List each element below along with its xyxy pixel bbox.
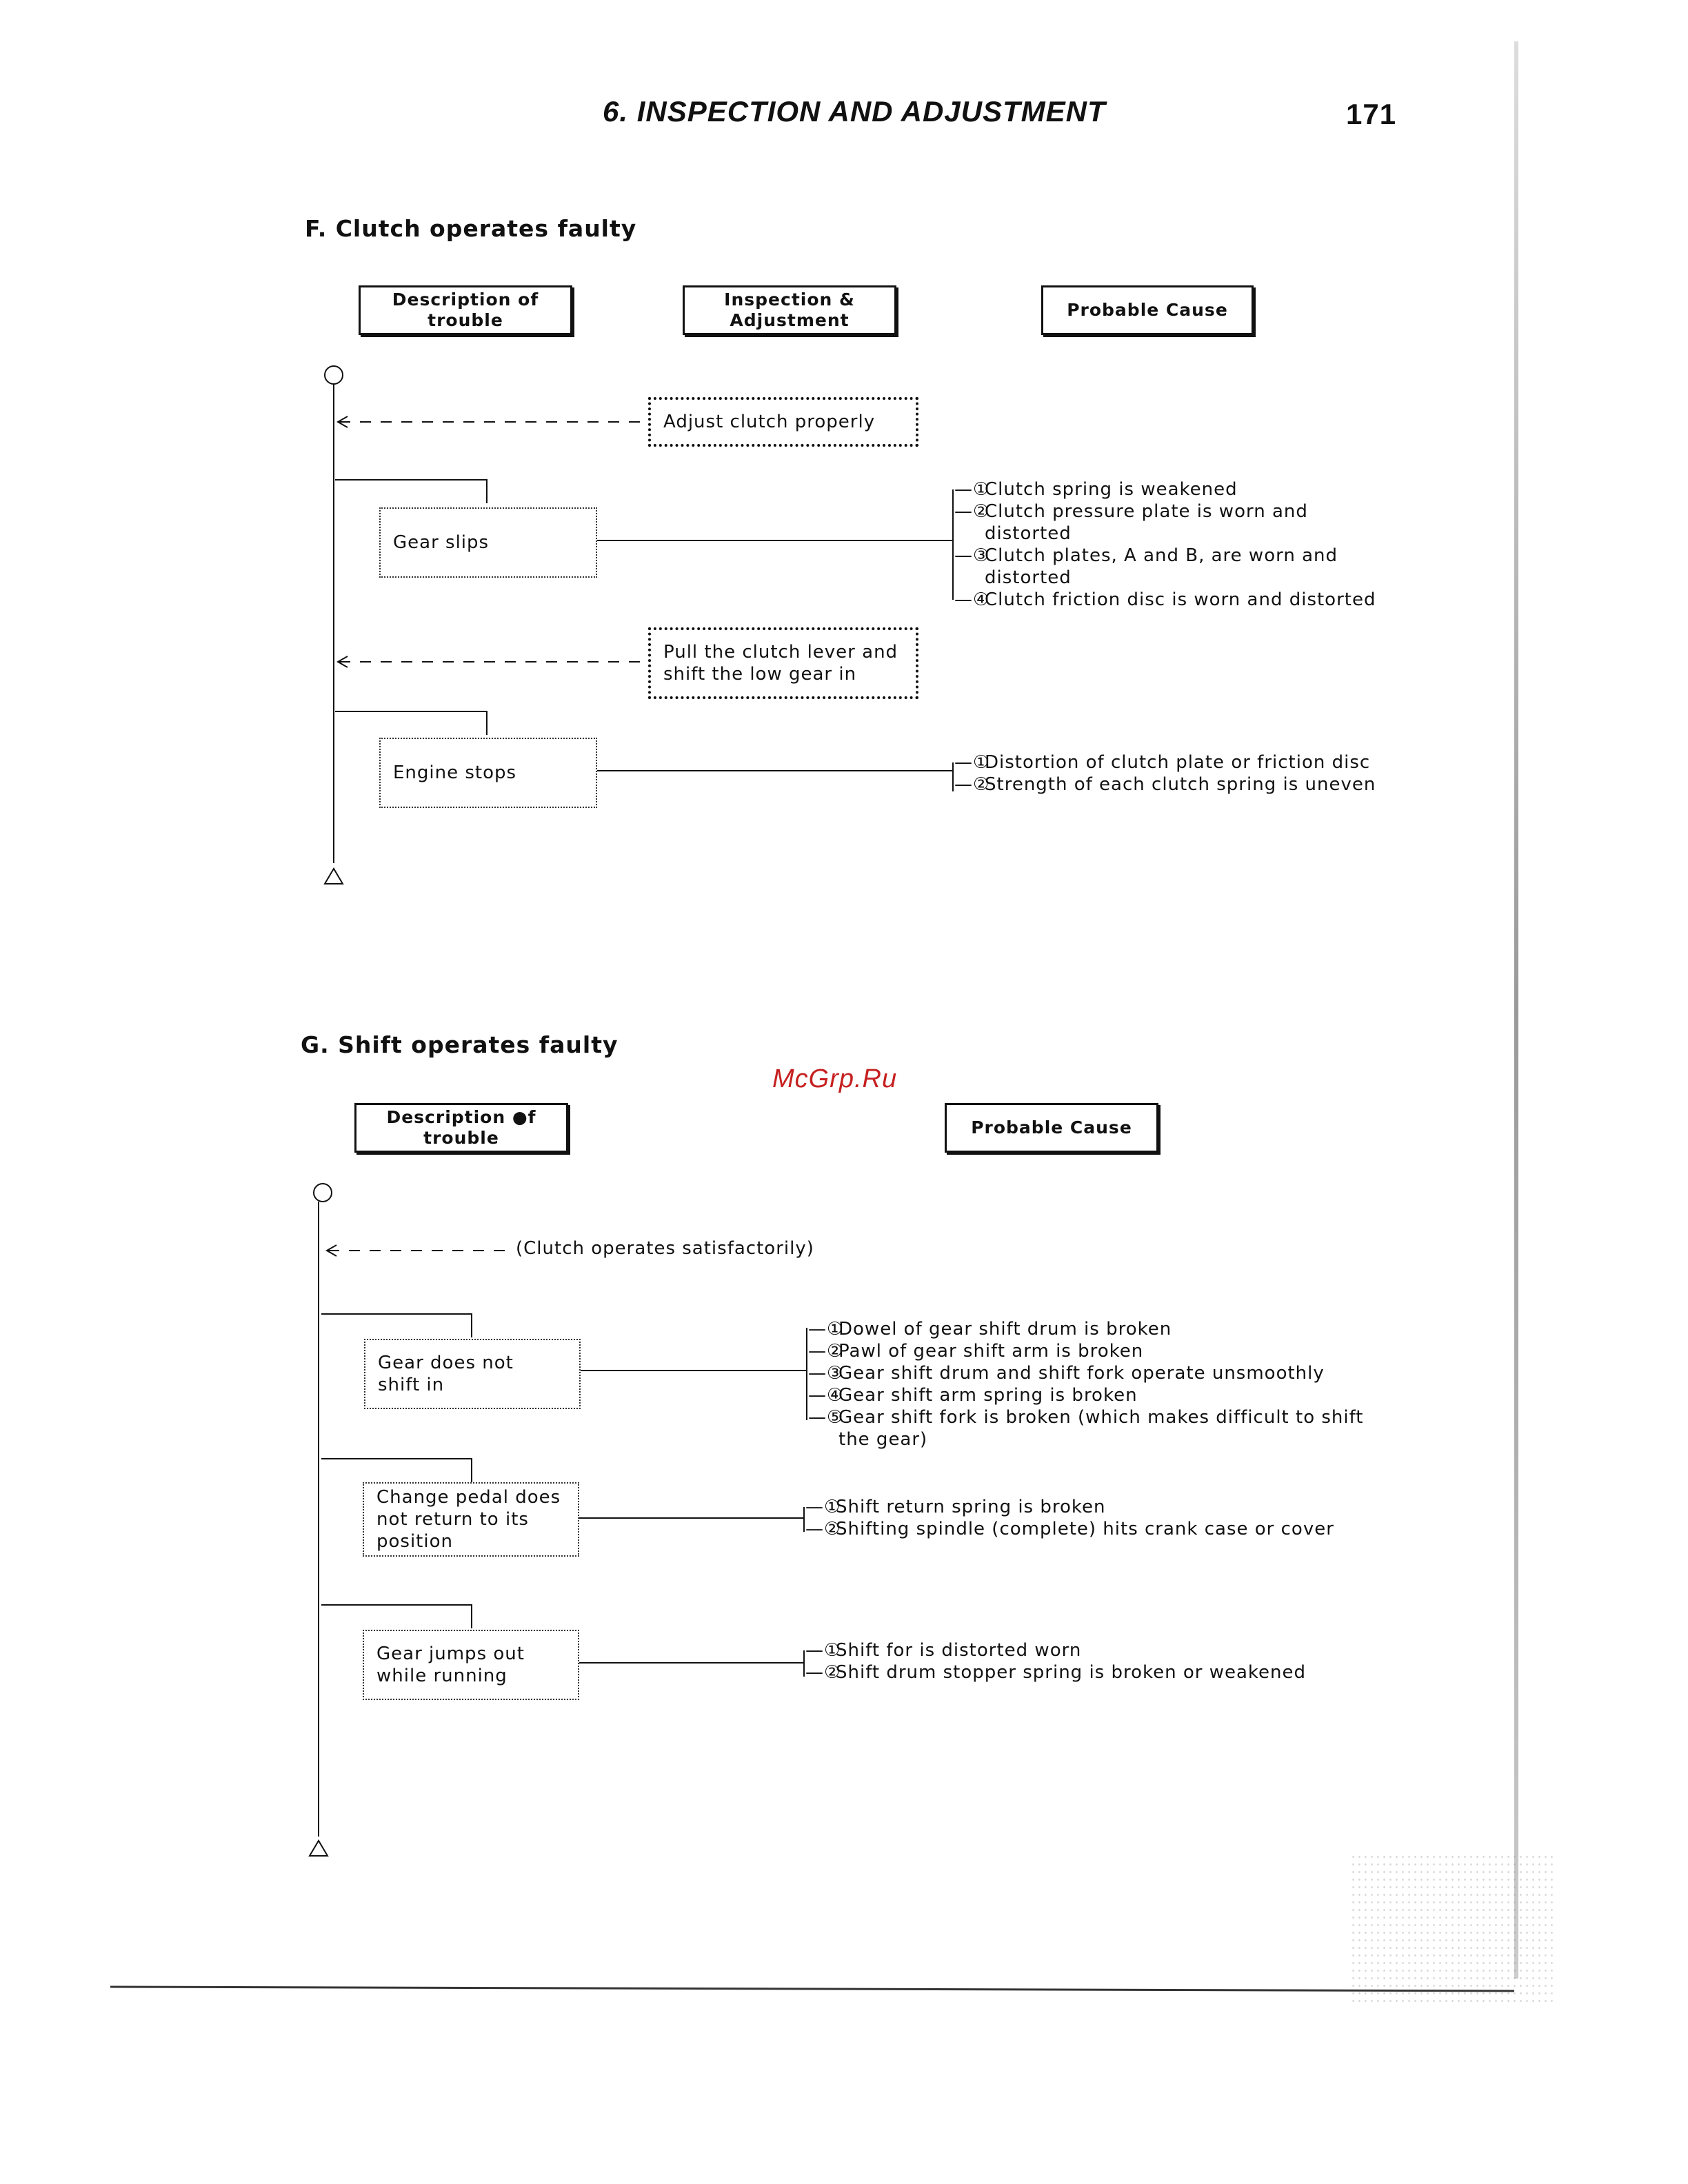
cause-item	[808, 1406, 1364, 1428]
chapter-heading: 6. INSPECTION AND ADJUSTMENT	[603, 95, 1106, 128]
cause-item	[954, 545, 1376, 567]
trouble-gear-does-not-shift: Gear does not shift in	[364, 1339, 581, 1409]
scan-page-edge	[1514, 41, 1518, 1979]
cause-item	[954, 478, 1376, 501]
trouble-gear-slips: Gear slips	[379, 507, 597, 578]
cause-text: Clutch plates, A and B, are worn and	[985, 545, 1338, 566]
cause-item	[805, 1518, 1334, 1540]
cause-list-engine-stops	[954, 751, 1376, 796]
cause-number: —④	[808, 1385, 844, 1406]
start-node	[325, 366, 343, 384]
trouble-engine-stops: Engine stops	[379, 738, 597, 808]
column-header-probable-cause: Probable Cause	[945, 1103, 1158, 1153]
cause-text: Clutch pressure plate is worn and	[985, 501, 1308, 522]
cause-number: —①	[808, 1319, 844, 1339]
cause-number: —③	[954, 545, 990, 566]
cause-text: Dowel of gear shift drum is broken	[838, 1319, 1172, 1339]
column-header-inspection: Inspection & Adjustment	[683, 285, 896, 335]
cause-text: Pawl of gear shift arm is broken	[838, 1341, 1144, 1362]
cause-number: —②	[954, 774, 990, 795]
branch-connector	[321, 1459, 472, 1482]
cause-text-continued: the gear)	[838, 1429, 928, 1450]
cause-number: —①	[954, 479, 990, 500]
watermark: McGrp.Ru	[772, 1064, 898, 1093]
cause-text: Shift drum stopper spring is broken or weakened	[836, 1662, 1307, 1683]
cause-item	[805, 1496, 1334, 1518]
section-g-title: G. Shift operates faulty	[301, 1031, 619, 1058]
cause-text: Distortion of clutch plate or friction disc	[985, 752, 1371, 773]
cause-item	[805, 1639, 1306, 1661]
page-bottom-rule	[110, 1987, 1514, 1991]
cause-item	[954, 589, 1376, 611]
trouble-change-pedal: Change pedal does not return to its position	[363, 1482, 579, 1557]
cause-list-gear-does-not-shift	[808, 1318, 1364, 1450]
action-pull-clutch-lever: Pull the clutch lever and shift the low gear in	[648, 627, 918, 699]
cause-item	[808, 1384, 1364, 1406]
cause-text-continued: distorted	[985, 567, 1072, 588]
cause-number: —②	[954, 501, 990, 522]
branch-connector	[335, 711, 487, 735]
cause-number: —⑤	[808, 1407, 844, 1428]
column-header-description: Description ●f trouble	[354, 1103, 568, 1153]
note-clutch-satisfactory: (Clutch operates satisfactorily)	[516, 1238, 814, 1259]
cause-text: Shift return spring is broken	[836, 1497, 1106, 1517]
cause-number: —①	[805, 1497, 841, 1517]
cause-text: Gear shift fork is broken (which makes difficult to shift	[838, 1407, 1364, 1428]
branch-connector	[321, 1314, 472, 1337]
cause-number: —①	[805, 1640, 841, 1661]
cause-item	[954, 751, 1376, 774]
column-header-probable-cause: Probable Cause	[1041, 285, 1254, 335]
cause-number: —②	[805, 1662, 841, 1683]
cause-text: Shift for is distorted worn	[836, 1640, 1082, 1661]
cause-text: Shifting spindle (complete) hits crank case or cover	[836, 1519, 1334, 1539]
cause-text: Gear shift drum and shift fork operate unsmoothly	[838, 1363, 1325, 1384]
cause-item	[954, 501, 1376, 523]
cause-item	[805, 1661, 1306, 1684]
trouble-gear-jumps-out: Gear jumps out while running	[363, 1630, 579, 1700]
scan-speckle	[1350, 1853, 1557, 2005]
page-number: 171	[1346, 98, 1397, 130]
end-node	[325, 869, 343, 884]
cause-item	[808, 1340, 1364, 1362]
cause-number: —②	[805, 1519, 841, 1539]
cause-item	[808, 1362, 1364, 1384]
start-node	[314, 1184, 332, 1202]
action-adjust-clutch: Adjust clutch properly	[648, 397, 918, 447]
cause-item	[808, 1318, 1364, 1340]
cause-number: —④	[954, 589, 990, 610]
branch-connector	[321, 1605, 472, 1628]
cause-text: Gear shift arm spring is broken	[838, 1385, 1138, 1406]
cause-number: —②	[808, 1341, 844, 1362]
cause-text: Clutch friction disc is worn and distorted	[985, 589, 1376, 610]
cause-list-gear-jumps-out	[805, 1639, 1306, 1684]
column-header-description: Description of trouble	[359, 285, 572, 335]
section-f-title: F. Clutch operates faulty	[305, 215, 637, 242]
cause-number: —①	[954, 752, 990, 773]
cause-text: Strength of each clutch spring is uneven	[985, 774, 1376, 795]
cause-number: —③	[808, 1363, 844, 1384]
cause-list-gear-slips	[954, 478, 1376, 611]
end-node	[310, 1841, 328, 1856]
branch-connector	[335, 480, 487, 503]
cause-item	[954, 774, 1376, 796]
cause-list-change-pedal	[805, 1496, 1334, 1540]
cause-text: Clutch spring is weakened	[985, 479, 1238, 500]
cause-text-continued: distorted	[985, 523, 1072, 544]
